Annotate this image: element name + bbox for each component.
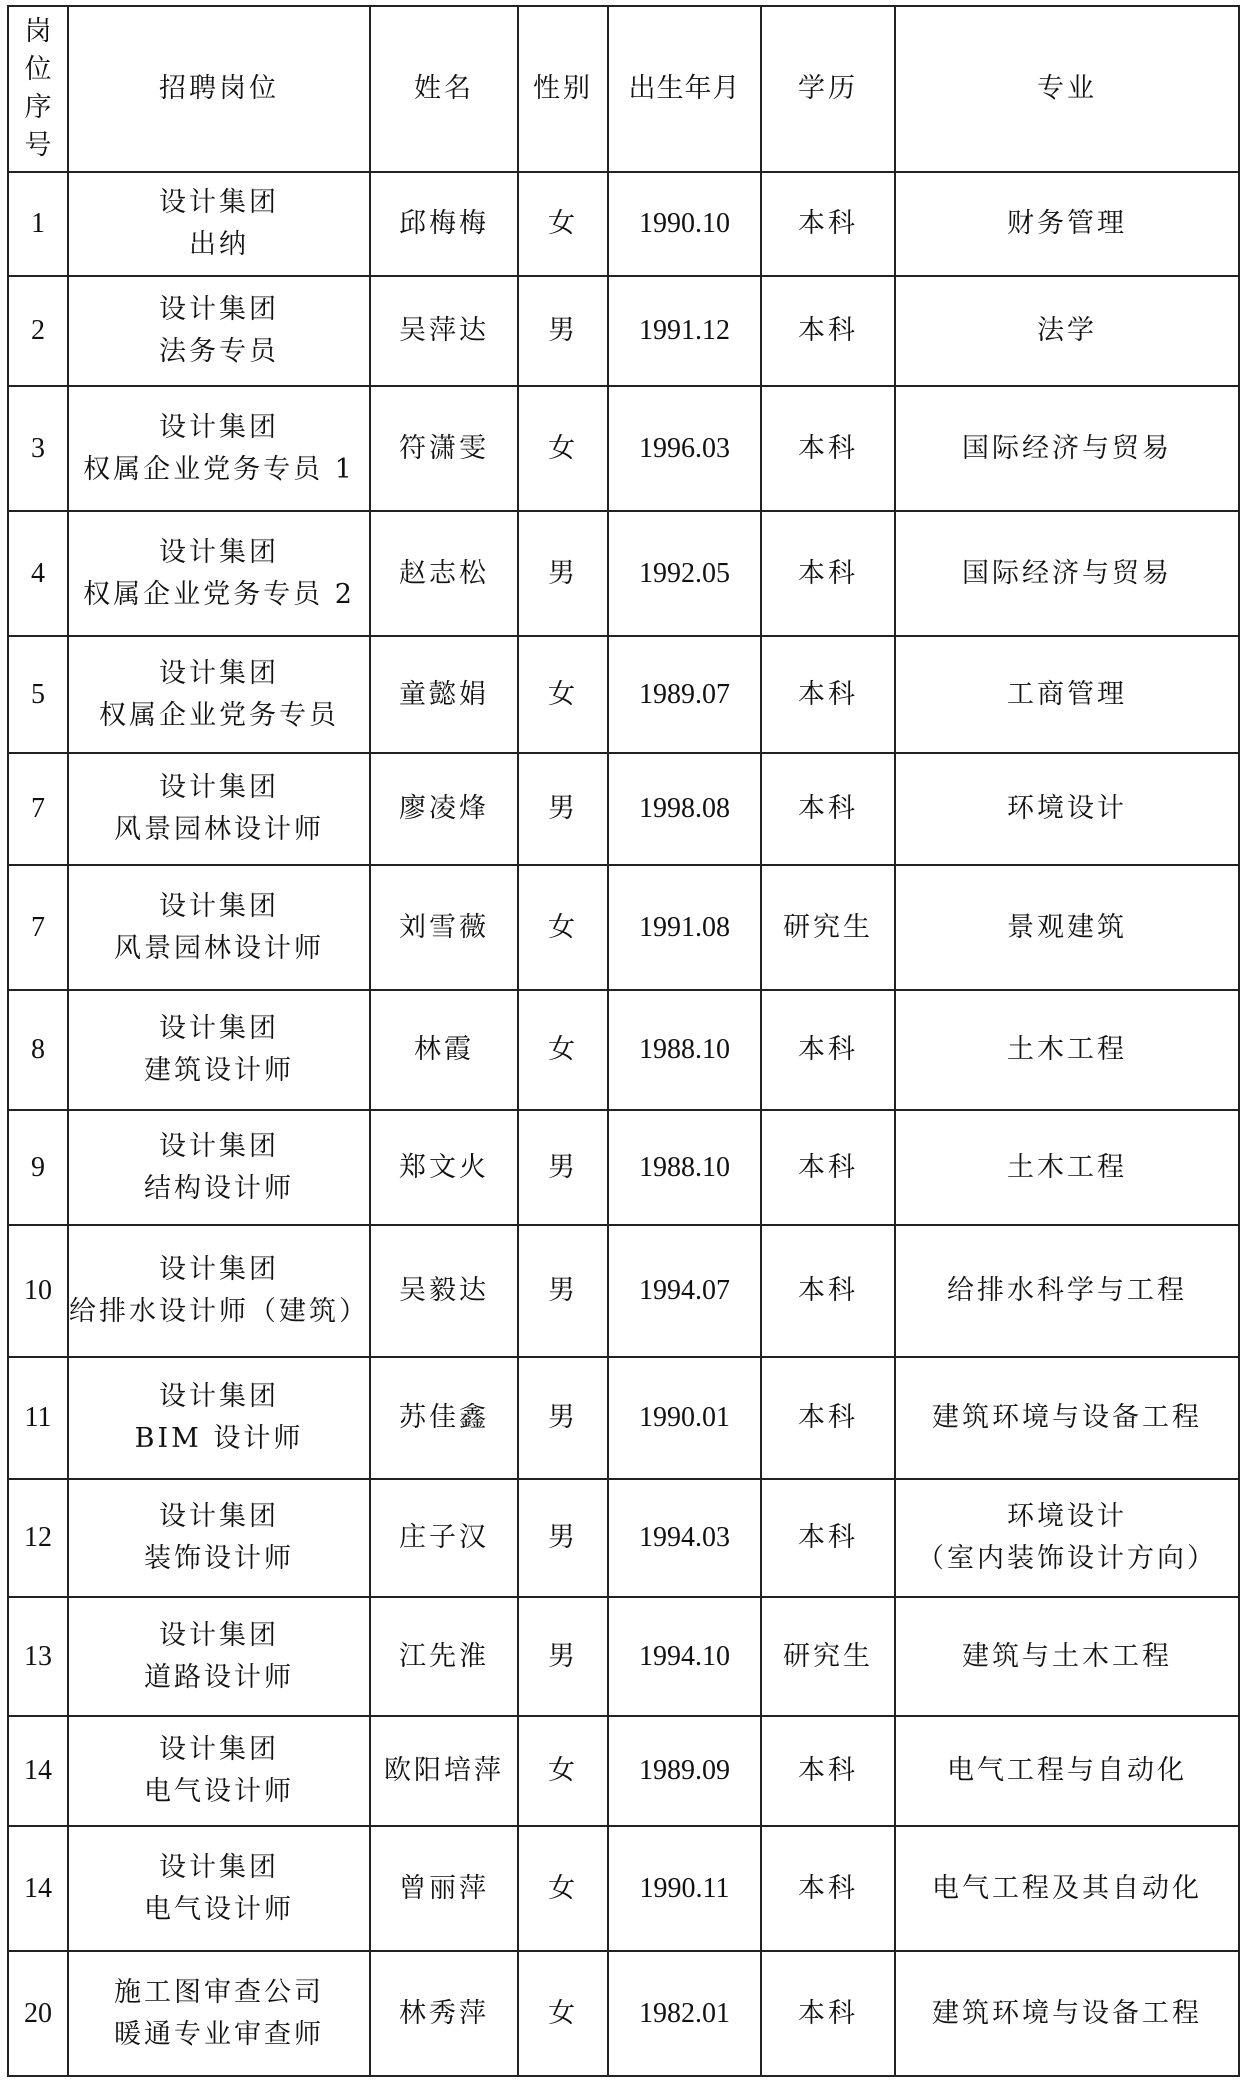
cell-id-text: 7 [31,911,45,943]
cell-name [370,990,518,1110]
cell-birth-text: 1990.11 [639,1872,730,1904]
cell-gender-text: 男 [548,1402,578,1433]
cell-position-text: 结构设计师 [144,1172,294,1204]
cell-position-text: 出纳 [189,229,249,260]
cell-birth [608,1110,761,1225]
cell-major [895,636,1239,753]
cell-education [761,1225,895,1357]
cell-position [68,511,370,636]
cell-id-text: 13 [24,1640,52,1672]
cell-gender-text: 男 [548,315,578,346]
cell-birth [608,865,761,990]
cell-gender-text: 女 [548,1034,578,1065]
cell-id [8,1826,68,1951]
cell-id [8,1357,68,1479]
cell-id [8,1110,68,1225]
cell-position [68,1357,370,1479]
cell-major-text: 建筑环境与设备工程 [932,1997,1202,2029]
cell-name [370,1951,518,2076]
cell-id-text: 12 [24,1522,52,1553]
cell-gender-text: 女 [548,1755,578,1786]
cell-position [68,1597,370,1716]
cell-education [761,276,895,386]
cell-education-text: 本科 [798,1402,858,1433]
cell-gender [518,386,608,511]
cell-birth-text: 1994.10 [639,1640,730,1672]
cell-major [895,386,1239,511]
cell-education [761,172,895,276]
table-row [8,276,1239,386]
header-gender: 性别 [518,6,608,172]
cell-name-text: 童懿娟 [399,678,489,710]
cell-major [895,1826,1239,1951]
cell-gender [518,172,608,276]
header-major: 专业 [895,6,1239,172]
cell-birth-text: 1989.09 [639,1755,730,1786]
cell-major-text: 财务管理 [1007,208,1127,239]
cell-name-text: 邱梅梅 [399,208,489,239]
cell-position-text: 设计集团 [159,294,279,325]
cell-birth [608,1597,761,1716]
cell-id [8,1479,68,1597]
cell-major-text: 国际经济与贸易 [962,432,1172,464]
cell-position-text: 设计集团 [159,536,279,568]
cell-major [895,1716,1239,1826]
cell-education-text: 本科 [798,1997,858,2029]
cell-education-text: 本科 [798,432,858,464]
cell-education-text: 本科 [798,557,858,589]
cell-gender [518,276,608,386]
cell-birth-text: 1996.03 [639,432,730,464]
cell-major [895,511,1239,636]
cell-position-text: 设计集团 [159,890,279,922]
cell-name-text: 刘雪薇 [399,911,489,943]
cell-name [370,1716,518,1826]
cell-name-text: 苏佳鑫 [399,1402,489,1433]
cell-position-text: 设计集团 [159,1254,279,1285]
cell-position-text: 设计集团 [159,1851,279,1883]
cell-major-text: 给排水科学与工程 [947,1275,1187,1306]
cell-position-text: 电气设计师 [144,1776,294,1807]
cell-major [895,1110,1239,1225]
cell-birth-text: 1990.10 [639,208,730,239]
cell-gender [518,1110,608,1225]
cell-id-text: 14 [24,1755,52,1786]
table-row [8,1110,1239,1225]
cell-position-text: 道路设计师 [144,1661,294,1693]
cell-name-text: 符潇雯 [399,432,489,464]
table-row [8,1225,1239,1357]
cell-major-text: 电气工程与自动化 [947,1755,1187,1786]
cell-major [895,1951,1239,2076]
cell-position [68,1951,370,2076]
table-row [8,511,1239,636]
cell-position-text: 暖通专业审查师 [114,2018,324,2050]
cell-education-text: 本科 [798,1872,858,1904]
cell-id-text: 8 [31,1034,45,1065]
cell-id-text: 3 [31,432,45,464]
cell-major-text: （室内装饰设计方向） [917,1543,1217,1574]
cell-gender-text: 男 [548,793,578,824]
cell-education [761,636,895,753]
cell-position [68,753,370,865]
cell-id [8,1716,68,1826]
cell-position-text: 设计集团 [159,657,279,689]
cell-major-text: 法学 [1037,315,1097,346]
table-row [8,1716,1239,1826]
cell-education-text: 本科 [798,678,858,710]
cell-position-text: 权属企业党务专员 [99,699,339,731]
cell-name [370,1479,518,1597]
table-row [8,990,1239,1110]
cell-birth [608,511,761,636]
cell-birth [608,636,761,753]
cell-education [761,1110,895,1225]
cell-name-text: 曾丽萍 [399,1872,489,1904]
cell-education-text: 本科 [798,1034,858,1065]
cell-name-text: 林霞 [414,1034,474,1065]
cell-position-text: 权属企业党务专员 1 [83,453,355,485]
cell-gender-text: 女 [548,678,578,710]
cell-name-text: 赵志松 [399,557,489,589]
cell-name-text: 吴毅达 [399,1275,489,1306]
header-row [8,6,1239,172]
cell-birth-text: 1988.10 [639,1151,730,1183]
cell-major-text: 环境设计 [1007,793,1127,824]
cell-id-text: 2 [31,315,45,346]
header-birth: 出生年月 [608,6,761,172]
cell-major [895,990,1239,1110]
cell-name [370,636,518,753]
cell-name-text: 欧阳培萍 [384,1755,504,1786]
cell-education [761,1357,895,1479]
cell-position-text: 给排水设计师（建筑） [69,1296,369,1327]
cell-birth [608,1479,761,1597]
cell-id [8,636,68,753]
cell-gender [518,1716,608,1826]
cell-gender [518,865,608,990]
cell-major-text: 环境设计 [1007,1501,1127,1532]
cell-major-text: 景观建筑 [1007,911,1127,943]
cell-name-text: 郑文火 [399,1151,489,1183]
cell-id [8,386,68,511]
table-row [8,636,1239,753]
cell-gender-text: 女 [548,1997,578,2029]
cell-major [895,1597,1239,1716]
cell-position-text: BIM 设计师 [134,1423,304,1454]
cell-id-text: 11 [24,1402,52,1433]
cell-gender-text: 男 [548,1640,578,1672]
cell-birth-text: 1998.08 [639,793,730,824]
cell-id-text: 7 [31,793,45,824]
cell-major [895,1225,1239,1357]
cell-gender [518,990,608,1110]
table-row [8,1951,1239,2076]
cell-gender-text: 男 [548,1522,578,1553]
cell-name [370,865,518,990]
table-row [8,172,1239,276]
cell-position-text: 设计集团 [159,1013,279,1044]
cell-name-text: 廖凌烽 [399,793,489,824]
cell-name [370,511,518,636]
cell-major [895,753,1239,865]
cell-name [370,1597,518,1716]
cell-gender [518,1951,608,2076]
cell-education-text: 本科 [798,1275,858,1306]
cell-education [761,990,895,1110]
cell-position-text: 电气设计师 [144,1893,294,1925]
cell-position-text: 风景园林设计师 [114,932,324,964]
cell-name [370,1225,518,1357]
cell-name [370,172,518,276]
cell-birth [608,990,761,1110]
cell-education-text: 本科 [798,1522,858,1553]
cell-education [761,865,895,990]
cell-position [68,386,370,511]
cell-position-text: 设计集团 [159,1619,279,1651]
table-row [8,1826,1239,1951]
cell-education [761,1597,895,1716]
document-page [7,5,1240,2077]
cell-gender [518,511,608,636]
cell-major-text: 建筑环境与设备工程 [932,1402,1202,1433]
cell-gender-text: 男 [548,1151,578,1183]
cell-major-text: 土木工程 [1007,1034,1127,1065]
cell-position [68,636,370,753]
cell-position-text: 建筑设计师 [144,1055,294,1086]
cell-position [68,865,370,990]
cell-name-text: 江先淮 [399,1640,489,1672]
cell-major [895,1357,1239,1479]
cell-position [68,990,370,1110]
cell-id-text: 14 [24,1872,52,1904]
cell-name-text: 庄子汉 [399,1522,489,1553]
cell-id-text: 20 [24,1997,52,2029]
cell-position-text: 风景园林设计师 [114,814,324,845]
cell-education [761,386,895,511]
cell-position-text: 权属企业党务专员 2 [83,578,355,610]
cell-position [68,1110,370,1225]
cell-position [68,172,370,276]
cell-birth-text: 1982.01 [639,1997,730,2029]
cell-position-text: 设计集团 [159,187,279,218]
cell-major-text: 国际经济与贸易 [962,557,1172,589]
cell-education [761,1826,895,1951]
cell-name-text: 林秀萍 [399,1997,489,2029]
table-row [8,1597,1239,1716]
cell-id-text: 5 [31,678,45,710]
cell-position-text: 设计集团 [159,772,279,803]
cell-birth-text: 1990.01 [639,1402,730,1433]
cell-gender [518,1597,608,1716]
header-education: 学历 [761,6,895,172]
cell-id [8,511,68,636]
cell-gender [518,753,608,865]
cell-birth [608,172,761,276]
cell-birth [608,276,761,386]
cell-birth [608,386,761,511]
cell-education [761,1479,895,1597]
cell-id [8,1225,68,1357]
cell-id [8,276,68,386]
cell-education [761,753,895,865]
cell-id [8,990,68,1110]
cell-position-text: 设计集团 [159,1501,279,1532]
cell-education [761,511,895,636]
cell-major [895,1479,1239,1597]
cell-id [8,1597,68,1716]
table-row [8,753,1239,865]
cell-birth-text: 1994.07 [639,1275,730,1306]
cell-gender-text: 男 [548,557,578,589]
cell-id-text: 9 [31,1151,45,1183]
cell-id [8,753,68,865]
cell-gender-text: 女 [548,208,578,239]
cell-position-text: 法务专员 [159,336,279,367]
cell-name [370,386,518,511]
cell-gender [518,1357,608,1479]
cell-name-text: 吴萍达 [399,315,489,346]
cell-education-text: 本科 [798,1755,858,1786]
cell-position [68,276,370,386]
table-row [8,865,1239,990]
cell-name [370,1357,518,1479]
cell-name [370,1110,518,1225]
cell-birth-text: 1992.05 [639,557,730,589]
table-row [8,386,1239,511]
cell-id [8,172,68,276]
cell-major-text: 建筑与土木工程 [962,1640,1172,1672]
cell-education-text: 本科 [798,793,858,824]
cell-birth [608,1951,761,2076]
cell-gender-text: 女 [548,432,578,464]
cell-gender-text: 男 [548,1275,578,1306]
table-row [8,1479,1239,1597]
cell-name [370,753,518,865]
cell-position [68,1225,370,1357]
cell-birth [608,1225,761,1357]
cell-education [761,1716,895,1826]
cell-position-text: 装饰设计师 [144,1543,294,1574]
cell-education-text: 本科 [798,315,858,346]
cell-birth-text: 1989.07 [639,678,730,710]
cell-birth [608,753,761,865]
cell-name [370,276,518,386]
cell-position-text: 设计集团 [159,411,279,443]
cell-gender [518,1225,608,1357]
cell-name [370,1826,518,1951]
cell-education [761,1951,895,2076]
cell-education-text: 研究生 [783,911,873,943]
header-position: 招聘岗位 [68,6,370,172]
cell-id [8,865,68,990]
cell-education-text: 本科 [798,208,858,239]
cell-position-text: 设计集团 [159,1734,279,1765]
recruitment-table [7,5,1240,2077]
cell-position-text: 设计集团 [159,1130,279,1162]
cell-position [68,1716,370,1826]
cell-birth [608,1357,761,1479]
cell-position [68,1479,370,1597]
cell-education-text: 研究生 [783,1640,873,1672]
cell-major-text: 工商管理 [1007,678,1127,710]
cell-major [895,172,1239,276]
cell-gender [518,1479,608,1597]
cell-major [895,276,1239,386]
table-row [8,1357,1239,1479]
cell-id-text: 10 [24,1275,52,1306]
cell-birth-text: 1991.08 [639,911,730,943]
header-name: 姓名 [370,6,518,172]
cell-birth-text: 1994.03 [639,1522,730,1553]
cell-position-text: 设计集团 [159,1381,279,1412]
cell-gender-text: 女 [548,911,578,943]
cell-position [68,1826,370,1951]
cell-gender [518,636,608,753]
cell-education-text: 本科 [798,1151,858,1183]
cell-gender-text: 女 [548,1872,578,1904]
cell-id [8,1951,68,2076]
cell-birth [608,1716,761,1826]
cell-birth-text: 1991.12 [639,315,730,346]
cell-major-text: 电气工程及其自动化 [932,1872,1202,1904]
cell-id-text: 4 [31,557,45,589]
cell-position-text: 施工图审查公司 [114,1976,324,2008]
cell-major [895,865,1239,990]
cell-birth-text: 1988.10 [639,1034,730,1065]
cell-gender [518,1826,608,1951]
cell-major-text: 土木工程 [1007,1151,1127,1183]
header-id: 岗位序号 [8,6,68,172]
cell-id-text: 1 [31,208,45,239]
cell-birth [608,1826,761,1951]
